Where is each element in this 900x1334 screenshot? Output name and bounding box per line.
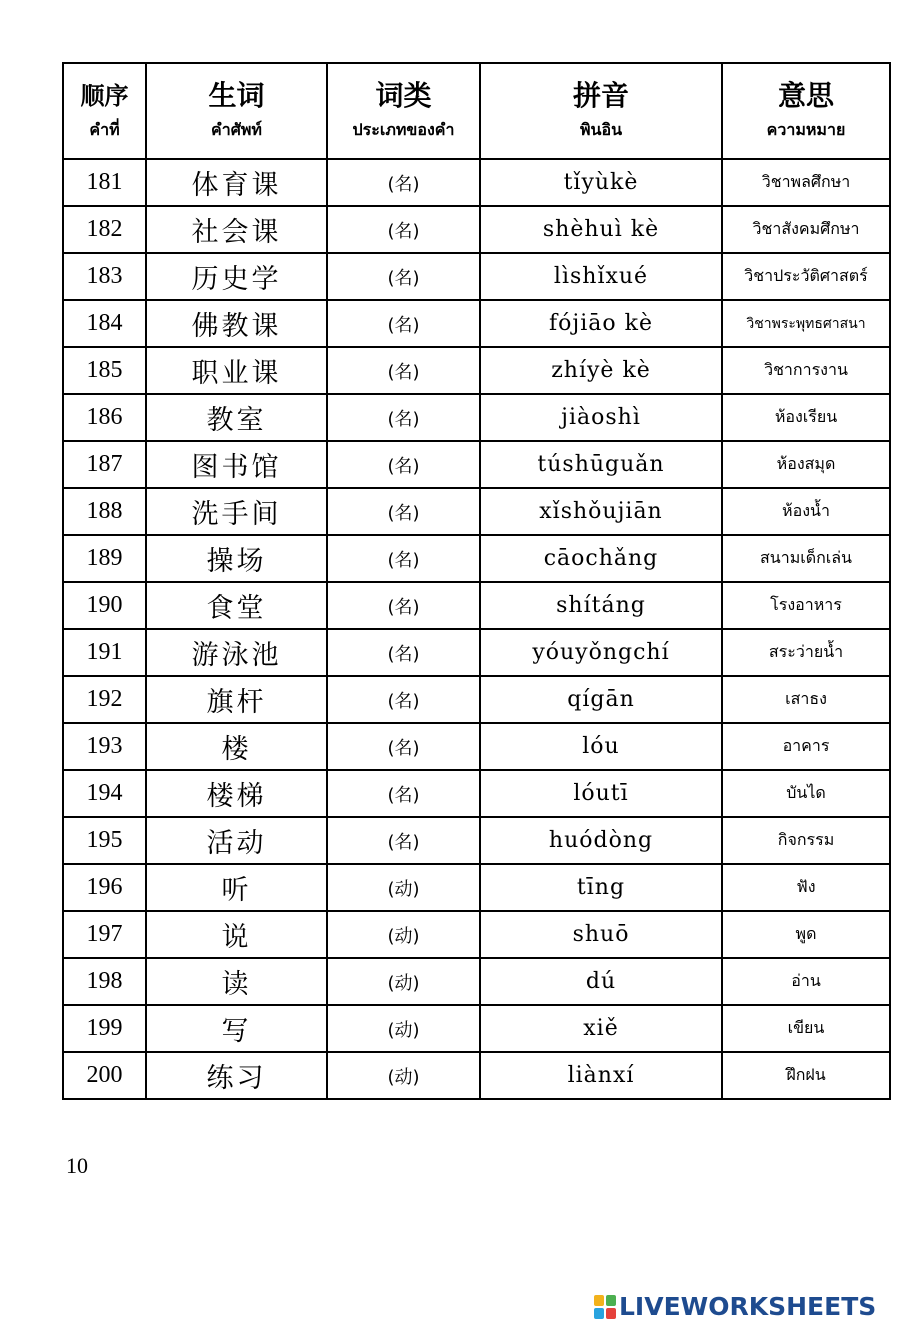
row-meaning: พูด [722, 911, 890, 958]
row-number: 187 [63, 441, 146, 488]
row-pinyin: xǐshǒujiān [480, 488, 722, 535]
header-order-cn: 顺序 [80, 82, 129, 110]
row-word: 楼 [146, 723, 327, 770]
row-part-of-speech: (名) [327, 253, 480, 300]
row-word: 写 [146, 1005, 327, 1052]
row-number: 198 [63, 958, 146, 1005]
row-pinyin: tīng [480, 864, 722, 911]
logo-square-red [606, 1308, 616, 1319]
table-header [63, 63, 890, 159]
row-word: 体育课 [146, 159, 327, 206]
table-row [63, 253, 890, 300]
page-number: 10 [66, 1153, 88, 1178]
row-number: 188 [63, 488, 146, 535]
row-word: 操场 [146, 535, 327, 582]
row-meaning: โรงอาหาร [722, 582, 890, 629]
row-meaning: อ่าน [722, 958, 890, 1005]
header-pos [327, 63, 480, 159]
header-pinyin [480, 63, 722, 159]
row-meaning: วิชาประวัติศาสตร์ [722, 253, 890, 300]
row-pinyin: lìshǐxué [480, 253, 722, 300]
table-row [63, 629, 890, 676]
row-pinyin: fójiāo kè [480, 300, 722, 347]
table-row [63, 300, 890, 347]
table-row [63, 1052, 890, 1099]
row-pinyin: tǐyùkè [480, 159, 722, 206]
row-number: 189 [63, 535, 146, 582]
row-meaning: ห้องเรียน [722, 394, 890, 441]
row-number: 193 [63, 723, 146, 770]
header-word-th: คำศัพท์ [211, 120, 262, 139]
row-word: 练习 [146, 1052, 327, 1099]
row-number: 196 [63, 864, 146, 911]
row-number: 183 [63, 253, 146, 300]
row-part-of-speech: (动) [327, 1052, 480, 1099]
table-row [63, 864, 890, 911]
row-pinyin: shèhuì kè [480, 206, 722, 253]
row-number: 192 [63, 676, 146, 723]
table-row [63, 676, 890, 723]
row-meaning: วิชาสังคมศึกษา [722, 206, 890, 253]
row-meaning: กิจกรรม [722, 817, 890, 864]
row-meaning: บันได [722, 770, 890, 817]
row-meaning: เสาธง [722, 676, 890, 723]
row-part-of-speech: (名) [327, 723, 480, 770]
row-part-of-speech: (名) [327, 582, 480, 629]
row-part-of-speech: (名) [327, 535, 480, 582]
row-part-of-speech: (动) [327, 911, 480, 958]
row-meaning: วิชาพลศึกษา [722, 159, 890, 206]
row-word: 活动 [146, 817, 327, 864]
row-word: 读 [146, 958, 327, 1005]
header-pos-cn: 词类 [375, 79, 432, 112]
row-word: 历史学 [146, 253, 327, 300]
row-word: 图书馆 [146, 441, 327, 488]
row-word: 社会课 [146, 206, 327, 253]
row-number: 182 [63, 206, 146, 253]
header-word [146, 63, 327, 159]
table-row [63, 817, 890, 864]
table-row [63, 159, 890, 206]
row-part-of-speech: (名) [327, 347, 480, 394]
row-part-of-speech: (名) [327, 629, 480, 676]
row-meaning: สนามเด็กเล่น [722, 535, 890, 582]
row-part-of-speech: (动) [327, 958, 480, 1005]
row-pinyin: zhíyè kè [480, 347, 722, 394]
row-pinyin: jiàoshì [480, 394, 722, 441]
row-meaning: วิชาการงาน [722, 347, 890, 394]
logo-square-yellow [594, 1295, 604, 1306]
row-number: 194 [63, 770, 146, 817]
row-pinyin: túshūguǎn [480, 441, 722, 488]
row-word: 听 [146, 864, 327, 911]
row-number: 184 [63, 300, 146, 347]
table-row [63, 723, 890, 770]
header-meaning-cn: 意思 [777, 79, 834, 112]
row-pinyin: lóu [480, 723, 722, 770]
header-word-cn: 生词 [208, 79, 265, 112]
row-meaning: เขียน [722, 1005, 890, 1052]
row-pinyin: dú [480, 958, 722, 1005]
logo-square-green [606, 1295, 616, 1306]
row-meaning: อาคาร [722, 723, 890, 770]
table-row [63, 1005, 890, 1052]
row-part-of-speech: (名) [327, 817, 480, 864]
row-part-of-speech: (动) [327, 864, 480, 911]
row-word: 说 [146, 911, 327, 958]
row-word: 游泳池 [146, 629, 327, 676]
row-word: 职业课 [146, 347, 327, 394]
table-row [63, 488, 890, 535]
row-meaning: ฝึกฝน [722, 1052, 890, 1099]
row-number: 191 [63, 629, 146, 676]
table-row [63, 582, 890, 629]
logo-square-blue [594, 1308, 604, 1319]
table-body [63, 159, 890, 1099]
header-order-th: คำที่ [89, 120, 120, 139]
row-meaning: สระว่ายน้ำ [722, 629, 890, 676]
row-meaning: ฟัง [722, 864, 890, 911]
table-row [63, 347, 890, 394]
row-pinyin: qígān [480, 676, 722, 723]
row-meaning: ห้องน้ำ [722, 488, 890, 535]
row-part-of-speech: (名) [327, 394, 480, 441]
row-meaning: วิชาพระพุทธศาสนา [722, 300, 890, 347]
liveworksheets-logo-icon [594, 1295, 616, 1319]
row-number: 186 [63, 394, 146, 441]
row-pinyin: cāochǎng [480, 535, 722, 582]
row-pinyin: liànxí [480, 1052, 722, 1099]
table-row [63, 441, 890, 488]
row-part-of-speech: (名) [327, 159, 480, 206]
vocabulary-table [62, 62, 891, 1100]
row-pinyin: shuō [480, 911, 722, 958]
row-word: 旗杆 [146, 676, 327, 723]
row-number: 195 [63, 817, 146, 864]
row-number: 190 [63, 582, 146, 629]
row-part-of-speech: (名) [327, 206, 480, 253]
row-number: 185 [63, 347, 146, 394]
row-part-of-speech: (名) [327, 441, 480, 488]
header-meaning-th: ความหมาย [766, 120, 846, 139]
liveworksheets-logo [594, 1292, 876, 1321]
table-row [63, 206, 890, 253]
row-word: 佛教课 [146, 300, 327, 347]
row-part-of-speech: (动) [327, 1005, 480, 1052]
header-pinyin-cn: 拼音 [572, 79, 629, 112]
row-word: 教室 [146, 394, 327, 441]
table-row [63, 770, 890, 817]
row-pinyin: yóuyǒngchí [480, 629, 722, 676]
row-word: 食堂 [146, 582, 327, 629]
row-number: 197 [63, 911, 146, 958]
row-word: 洗手间 [146, 488, 327, 535]
header-meaning [722, 63, 890, 159]
row-pinyin: shítáng [480, 582, 722, 629]
table-row [63, 394, 890, 441]
row-word: 楼梯 [146, 770, 327, 817]
row-number: 181 [63, 159, 146, 206]
row-part-of-speech: (名) [327, 770, 480, 817]
row-part-of-speech: (名) [327, 676, 480, 723]
row-part-of-speech: (名) [327, 488, 480, 535]
row-pinyin: lóutī [480, 770, 722, 817]
header-row [63, 63, 890, 159]
row-number: 200 [63, 1052, 146, 1099]
liveworksheets-wordmark: LIVEWORKSHEETS [619, 1292, 877, 1321]
header-pinyin-th: พินอิน [579, 120, 623, 139]
table-row [63, 911, 890, 958]
header-order [63, 63, 146, 159]
header-pos-th: ประเภทของคำ [352, 120, 455, 139]
row-part-of-speech: (名) [327, 300, 480, 347]
row-meaning: ห้องสมุด [722, 441, 890, 488]
row-pinyin: huódòng [480, 817, 722, 864]
table-row [63, 958, 890, 1005]
table-row [63, 535, 890, 582]
row-pinyin: xiě [480, 1005, 722, 1052]
row-number: 199 [63, 1005, 146, 1052]
